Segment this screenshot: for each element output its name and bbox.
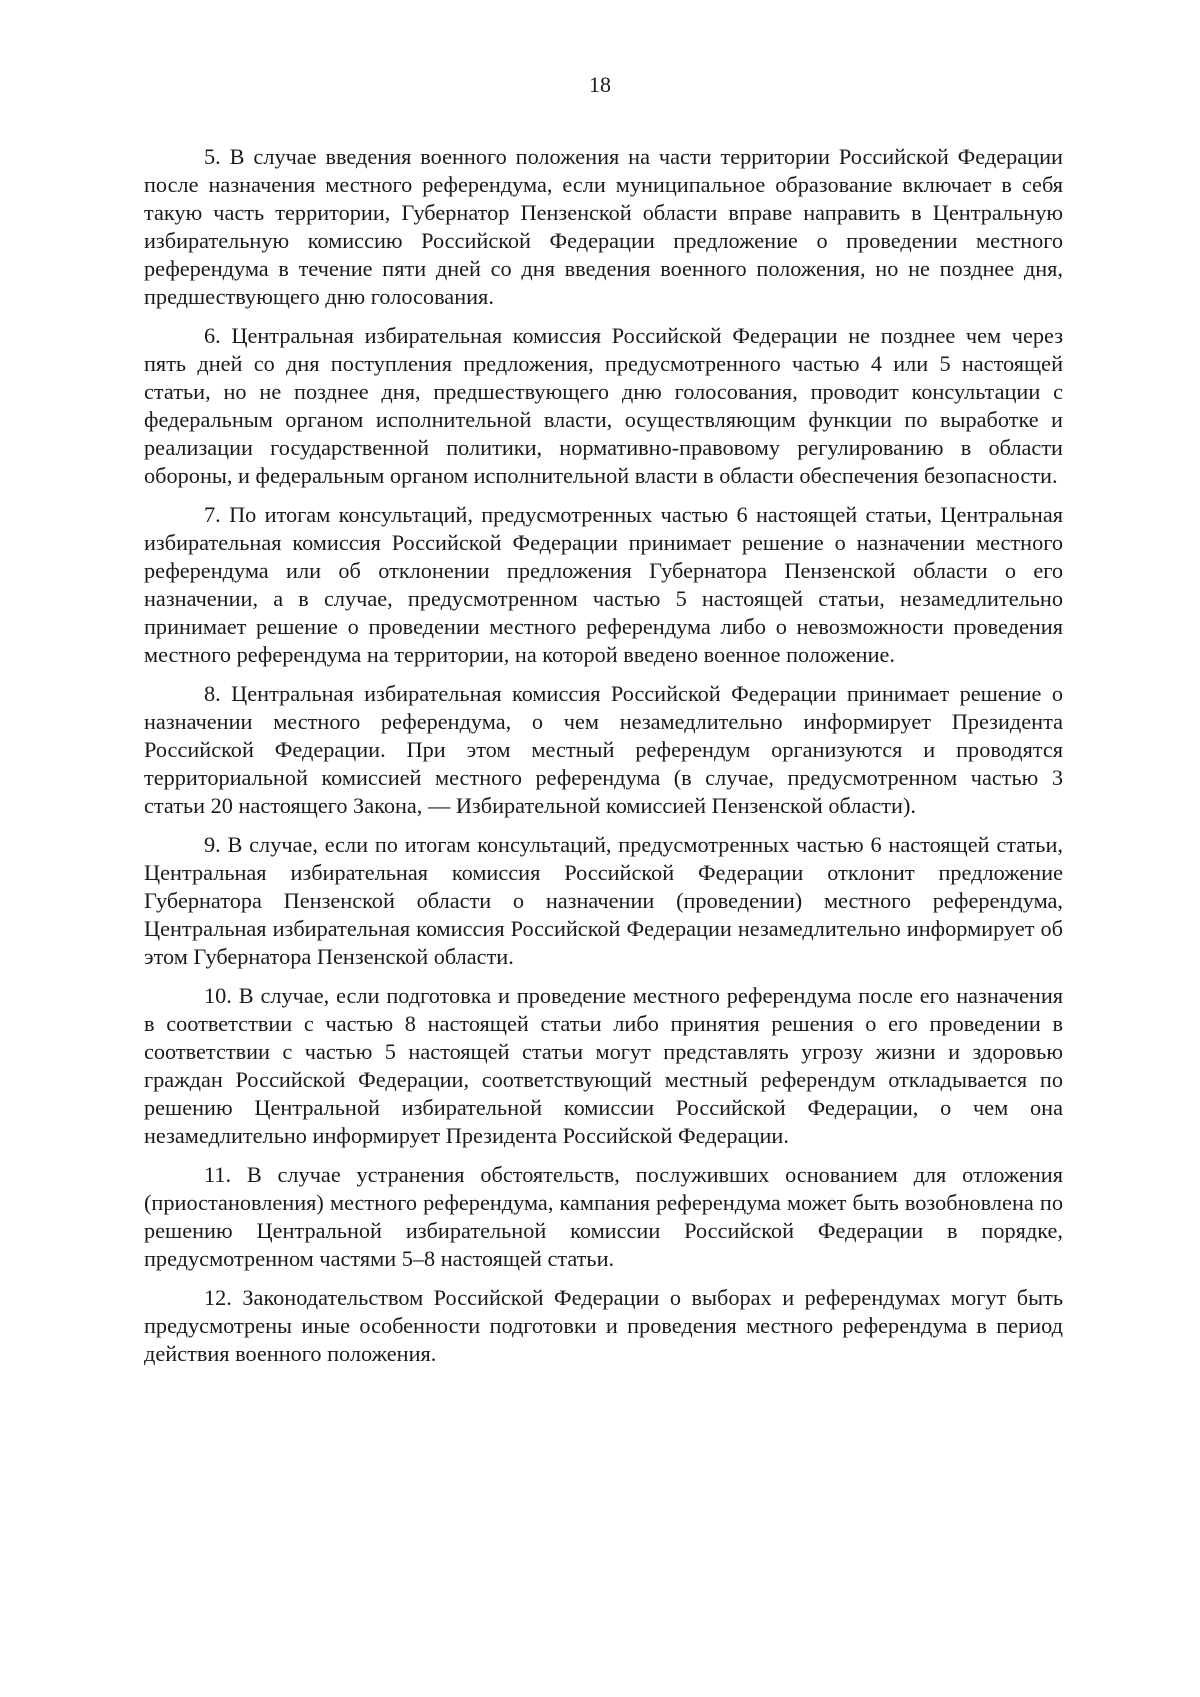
paragraph-5 [144, 143, 1063, 311]
paragraph-number: 5. [204, 144, 221, 169]
document-body [144, 143, 1063, 1379]
paragraph-12 [144, 1284, 1063, 1368]
paragraph-number: 10. [204, 983, 232, 1008]
paragraph-text: В случае устранения обстоятельств, послуживших основанием для отложения (приостановления) местного референдума, кампания референдума может быть возобновлена по решению Центральной избирательной комиссии Российской Федерации в порядке, предусмотренном частями 5–8 настоящей статьи. [144, 1162, 1063, 1271]
paragraph-number: 9. [204, 832, 221, 857]
paragraph-text: По итогам консультаций, предусмотренных частью 6 настоящей статьи, Центральная избирательная комиссия Российской Федерации принимает решение о назначении местного референдума или об отклонении предложения Губернатора Пензенской области о его назначении, а в случае, предусмотренном частью 5 настоящей статьи, незамедлительно принимает решение о проведении местного референдума либо о невозможности проведения местного референдума на территории, на которой введено военное положение. [144, 502, 1064, 667]
paragraph-text: Законодательством Российской Федерации о выборах и референдумах могут быть предусмотрены иные особенности подготовки и проведения местного референдума в период действия военного положения. [144, 1285, 1063, 1366]
paragraph-number: 7. [204, 502, 221, 527]
paragraph-11 [144, 1161, 1063, 1273]
paragraph-number: 11. [204, 1162, 232, 1187]
paragraph-number: 6. [204, 323, 221, 348]
page-number: 18 [589, 72, 611, 97]
paragraph-number: 12. [204, 1285, 232, 1310]
paragraph-text: В случае, если по итогам консультаций, предусмотренных частью 6 настоящей статьи, Центральная избирательная комиссия Российской Федерации отклонит предложение Губернатора Пензенской области о назначении (проведении) местного референдума, Центральная избирательная комиссия Российской Федерации незамедлительно информирует об этом Губернатора Пензенской области. [144, 832, 1063, 969]
paragraph-number: 8. [204, 681, 221, 706]
paragraph-6 [144, 322, 1063, 490]
paragraph-8 [144, 680, 1063, 820]
paragraph-text: В случае введения военного положения на части территории Российской Федерации после назначения местного референдума, если муниципальное образование включает в себя такую часть территории, Губернатор Пензенской области вправе направить в Центральную избирательную комиссию Российской Федерации предложение о проведении местного референдума в течение пяти дней со дня введения военного положения, но не позднее дня, предшествующего дню голосования. [144, 144, 1063, 309]
paragraph-9 [144, 831, 1063, 971]
paragraph-text: В случае, если подготовка и проведение местного референдума после его назначения в соответствии с частью 8 настоящей статьи либо принятия решения о его проведении в соответствии с частью 5 настоящей статьи могут представлять угрозу жизни и здоровью граждан Российской Федерации, соответствующий местный референдум откладывается по решению Центральной избирательной комиссии Российской Федерации, о чем она незамедлительно информирует Президента Российской Федерации. [144, 983, 1064, 1148]
paragraph-text: Центральная избирательная комиссия Российской Федерации не позднее чем через пять дней со дня поступления предложения, предусмотренного частью 4 или 5 настоящей статьи, но не позднее дня, предшествующего дню голосования, проводит консультации с федеральным органом исполнительной власти, осуществляющим функции по выработке и реализации государственной политики, нормативно-правовому регулированию в области обороны, и федеральным органом исполнительной власти в области обеспечения безопасности. [144, 323, 1063, 488]
paragraph-10 [144, 982, 1063, 1150]
paragraph-text: Центральная избирательная комиссия Российской Федерации принимает решение о назначении местного референдума, о чем незамедлительно информирует Президента Российской Федерации. При этом местный референдум организуются и проводятся территориальной комиссией местного референдума (в случае, предусмотренном частью 3 статьи 20 настоящего Закона, — Избирательной комиссией Пензенской области). [144, 681, 1063, 818]
paragraph-7 [144, 501, 1063, 669]
